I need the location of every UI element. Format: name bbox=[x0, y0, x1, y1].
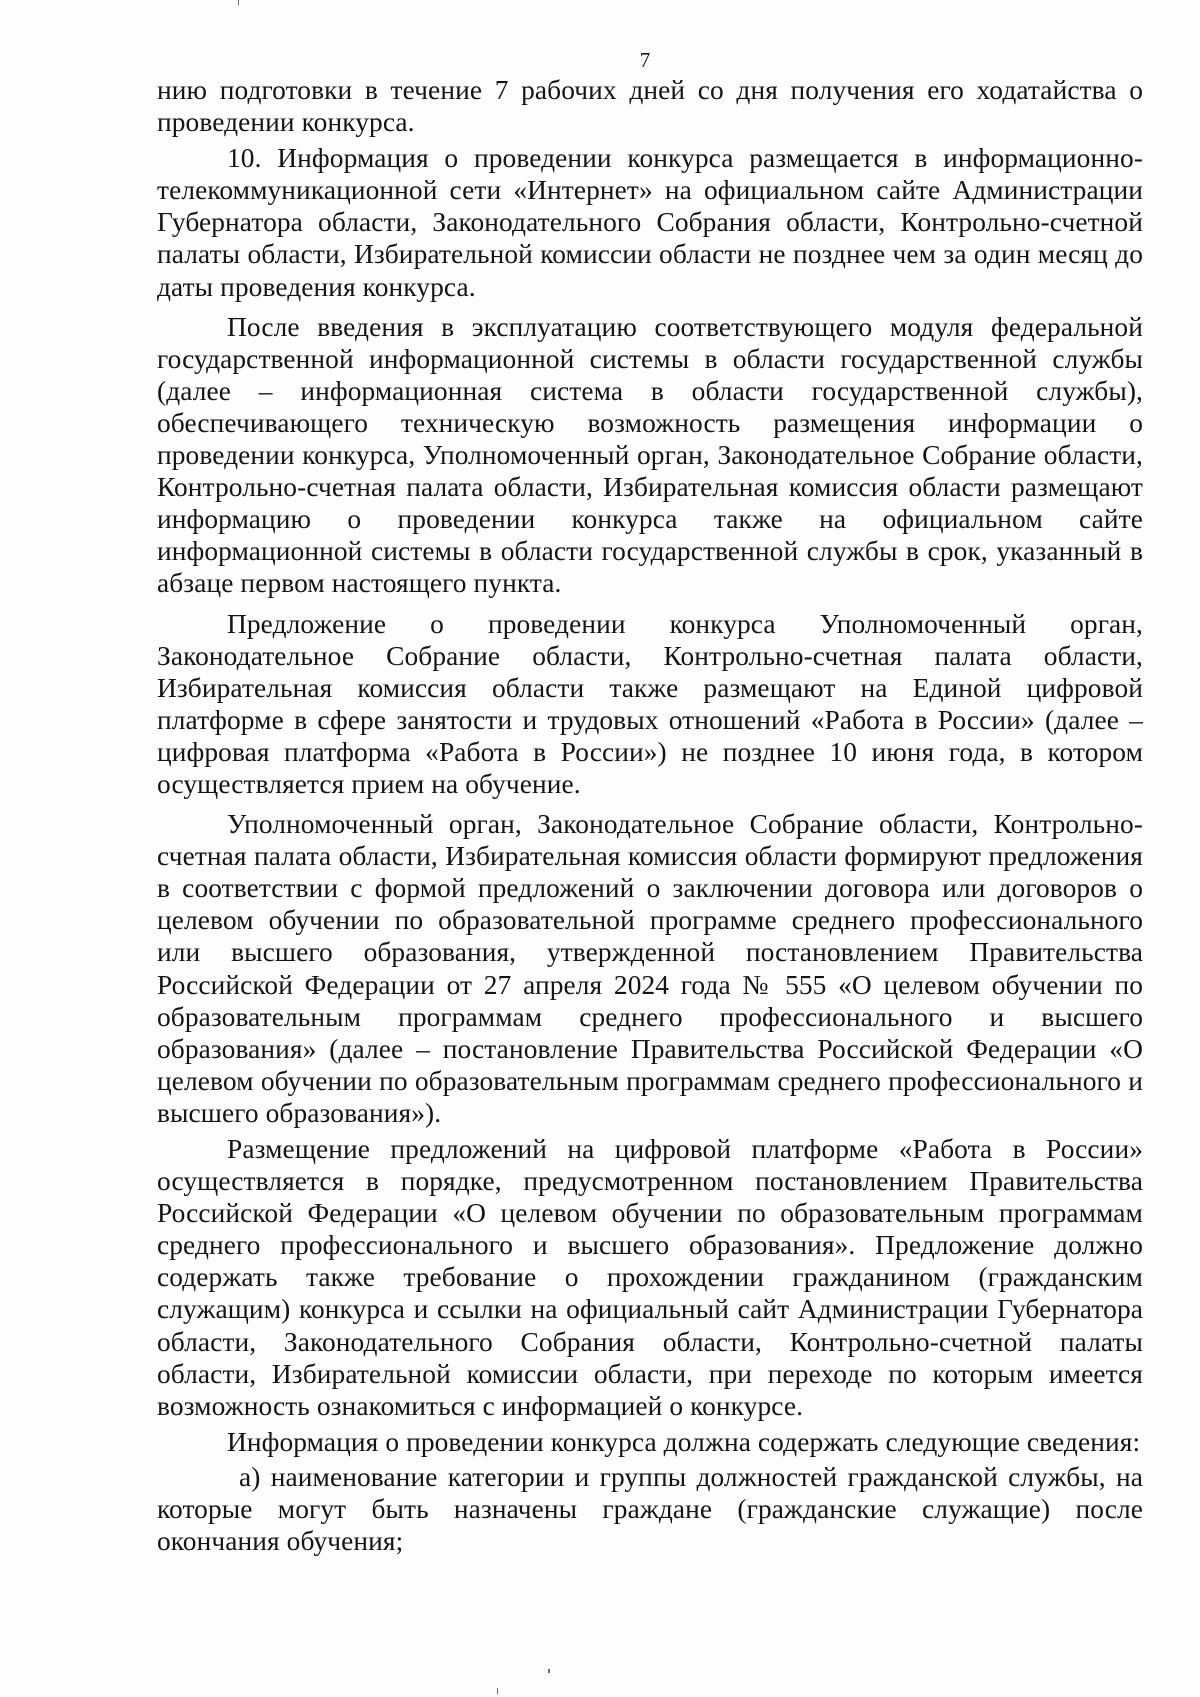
page-number: 7 bbox=[639, 48, 651, 72]
paragraph-information-contents: Информация о проведении конкурса должна содержать следующие сведения: bbox=[227, 1426, 1141, 1457]
paragraph-continuation: нию подготовки в течение 7 рабочих дней со дня получения его ходатайства о проведении конкурса. bbox=[157, 75, 1143, 138]
paragraph-proposals-form: Уполномоченный орган, Законодательное Собрание области, Контрольно-счетная палата области, Избирательная комиссия области формируют предложения в соответствии с формой предложений о заключении договора или договоров о целевом обучении по образовательной программе среднего профессионального или высшего образования, утвержденной постановлением Правительства Российской Федерации от 27 апреля 2024 года № 555 «О целевом обучении по образовательным программам среднего профессионального и высшего образования» (далее – постановление Правительства Российской Федерации «О целевом обучении по образовательным программам среднего профессионального и высшего образования»). bbox=[157, 809, 1143, 1128]
paragraph-job-platform: Предложение о проведении конкурса Уполномоченный орган, Законодательное Собрание области, Контрольно-счетная палата области, Избирательная комиссия области также размещают на Единой цифровой платформе в сфере занятости и трудовых отношений «Работа в России» (далее – цифровая платформа «Работа в России») не позднее 10 июня года, в котором осуществляется прием на обучение. bbox=[157, 608, 1143, 799]
scan-artifact-bottom-center bbox=[548, 1669, 550, 1673]
paragraph-information-system: После введения в эксплуатацию соответствующего модуля федеральной государственной информационной системы в области государственной службы (далее – информационная система в области государственной службы), обеспечивающего техническую возможность размещения информации о проведении конкурса, Уполномоченный орган, Законодательное Собрание области, Контрольно-счетная палата области, Избирательная комиссия области размещают информацию о проведении конкурса также на официальном сайте информационной системы в области государственной службы в срок, указанный в абзаце первом настоящего пункта. bbox=[157, 311, 1143, 599]
scan-artifact-top bbox=[238, 0, 239, 5]
paragraph-proposals-placement: Размещение предложений на цифровой платформе «Работа в России» осуществляется в порядке, предусмотренном постановлением Правительства Российской Федерации «О целевом обучении по образовательным программам среднего профессионального и высшего образования». Предложение должно содержать также требование о прохождении гражданином (гражданским служащим) конкурса и ссылки на официальный сайт Администрации Губернатора области, Законодательного Собрания области, Контрольно-счетной палаты области, Избирательной комиссии области, при переходе по которым имеется возможность ознакомиться с информацией о конкурсе. bbox=[157, 1134, 1143, 1421]
scan-artifact-bottom-left bbox=[497, 1688, 498, 1694]
list-item-a: а) наименование категории и группы должностей гражданской службы, на которые могут быть назначены граждане (гражданские служащие) после окончания обучения; bbox=[157, 1461, 1143, 1557]
document-body bbox=[157, 74, 1143, 1557]
paragraph-item-10: 10. Информация о проведении конкурса размещается в информационно-телекоммуникационной сети «Интернет» на официальном сайте Администрации Губернатора области, Законодательного Собрания области, Контрольно-счетной палаты области, Избирательной комиссии области не позднее чем за один месяц до даты проведения конкурса. bbox=[157, 143, 1143, 302]
